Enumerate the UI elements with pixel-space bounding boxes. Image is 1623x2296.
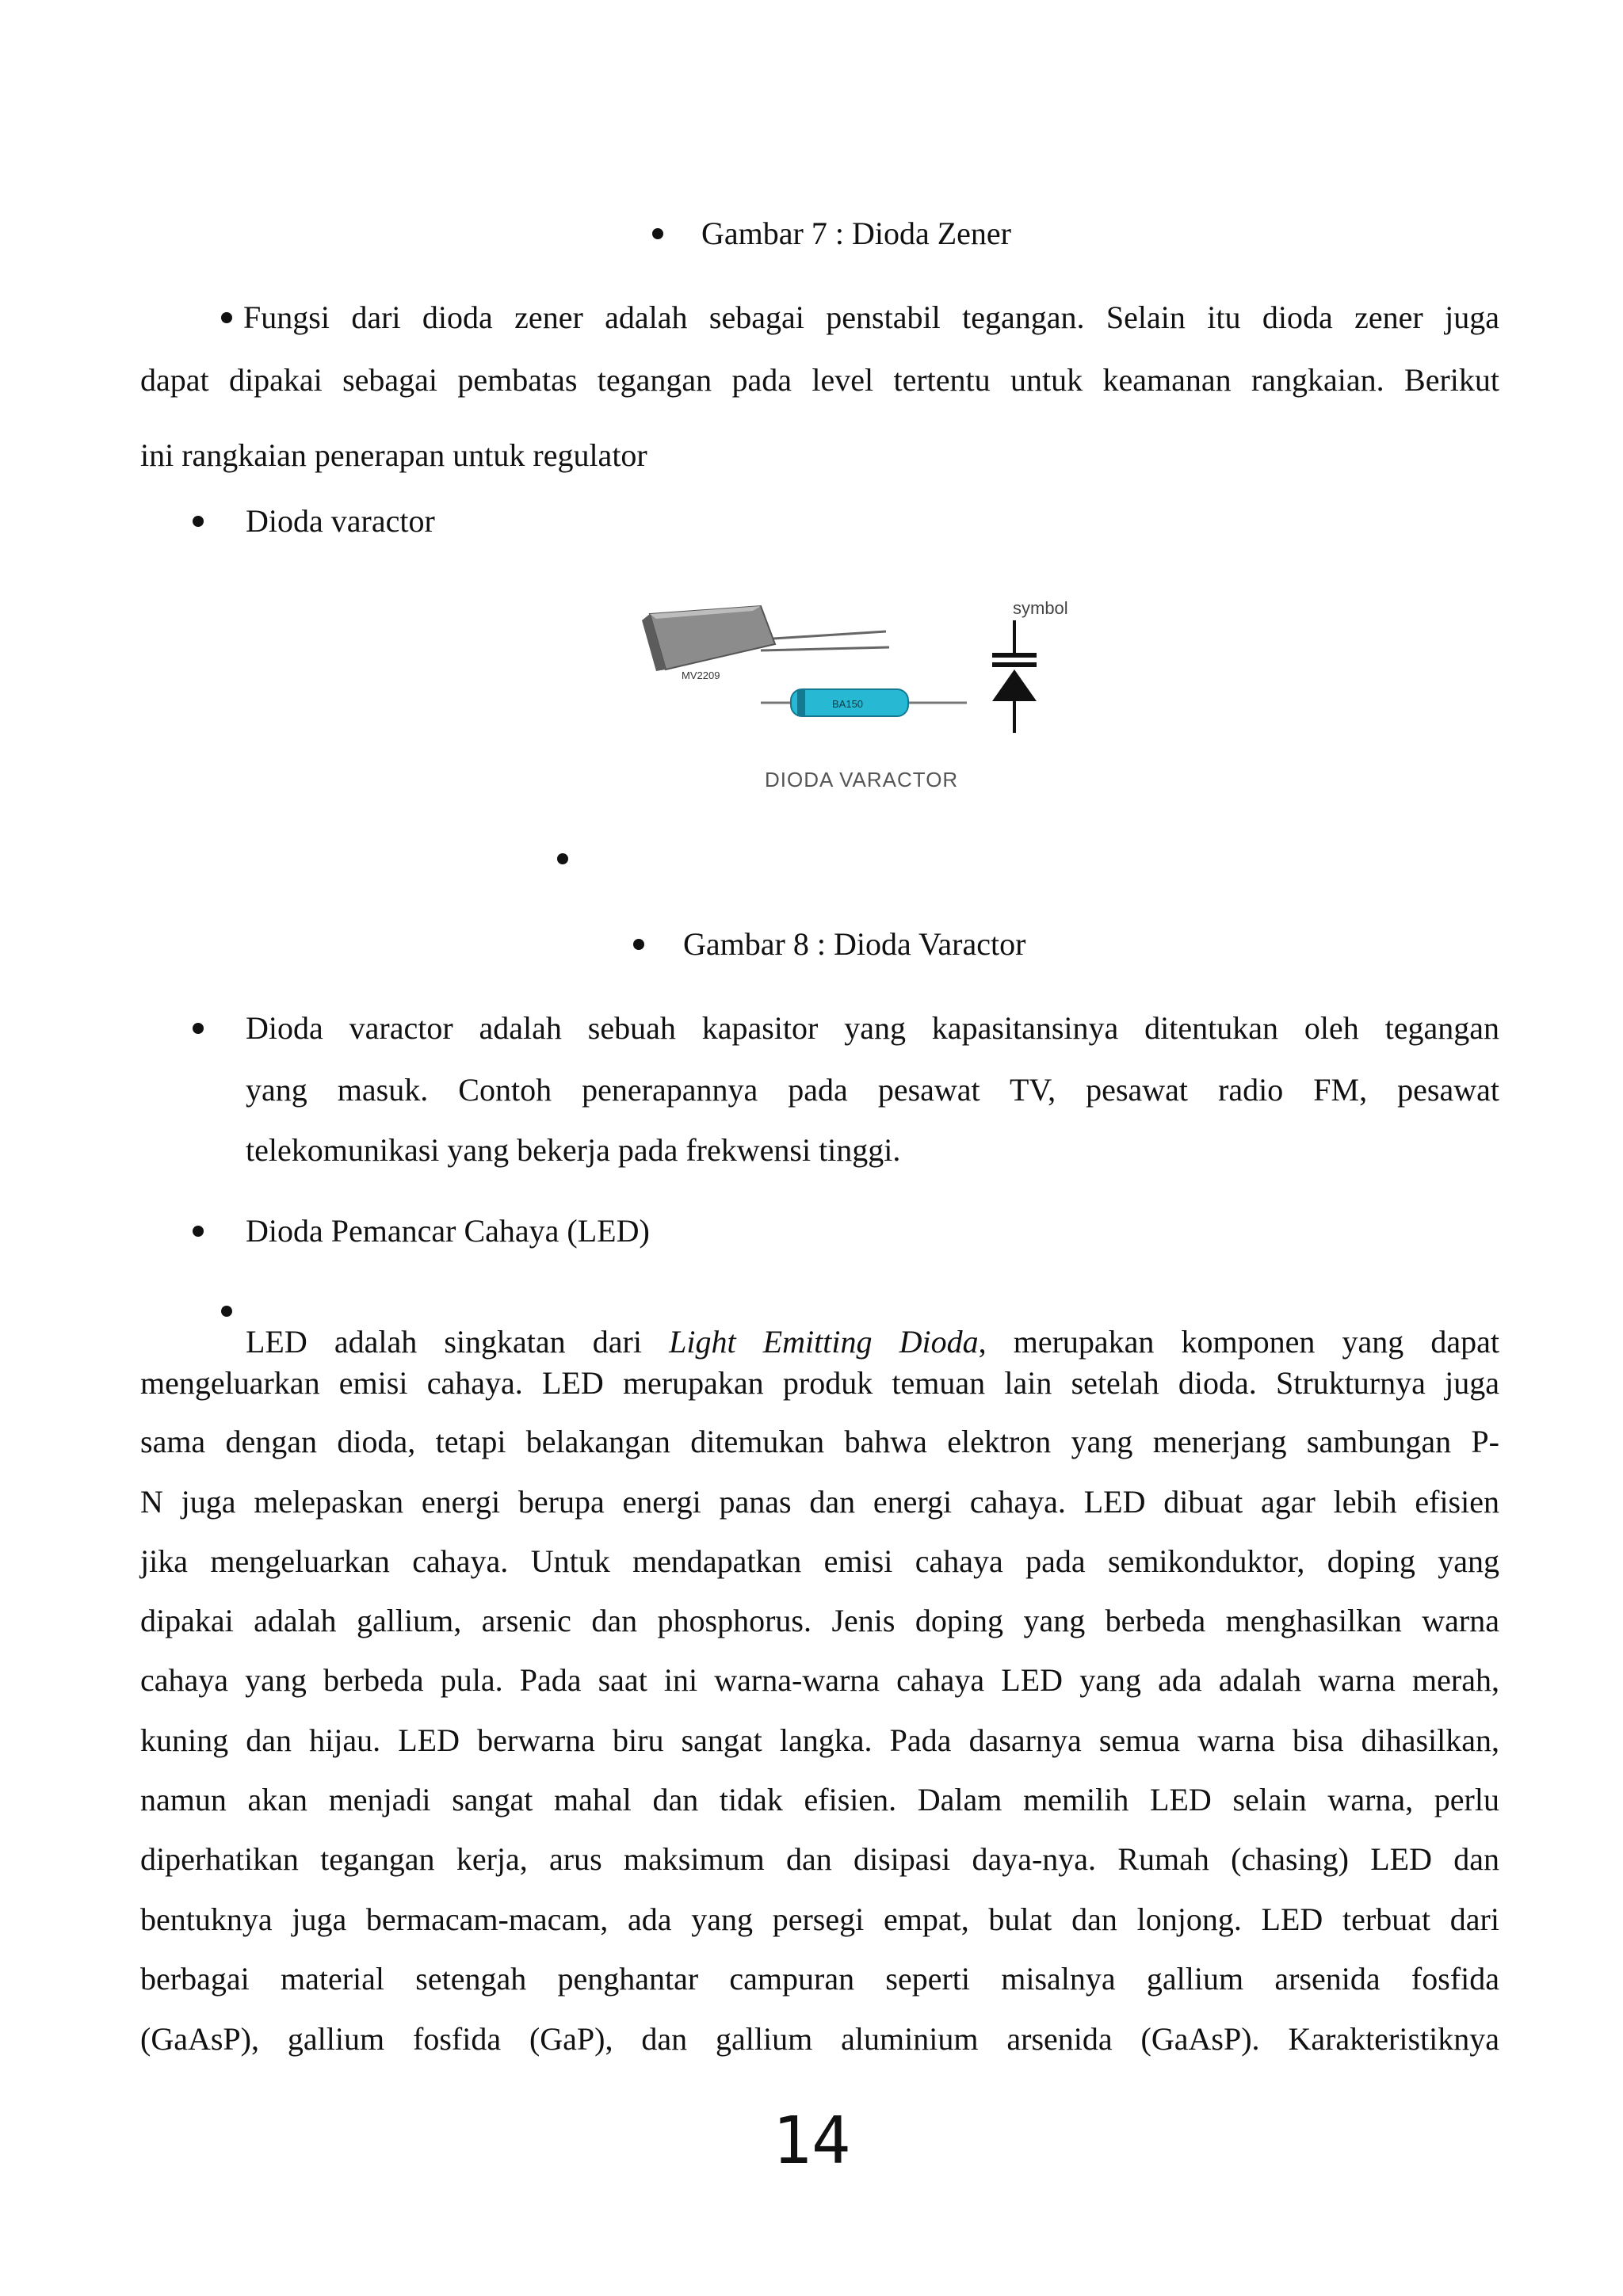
led-paragraph-line-7: cahaya yang berbeda pula. Pada saat ini warna-warna cahaya LED yang ada adalah warna merah,	[140, 1662, 1499, 1698]
ba150-diode-image	[761, 689, 967, 716]
figure-title: DIODA VARACTOR	[765, 768, 959, 791]
bullet-icon	[193, 516, 204, 527]
heading-dioda-led: Dioda Pemancar Cahaya (LED)	[246, 1213, 650, 1249]
led-paragraph-line-9: namun akan menjadi sangat mahal dan tidak efisien. Dalam memilih LED selain warna, perlu	[140, 1782, 1499, 1817]
bullet-icon	[633, 939, 644, 950]
varactor-paragraph-line-1: Dioda varactor adalah sebuah kapasitor yang kapasitansinya ditentukan oleh tegangan	[246, 1010, 1499, 1046]
varactor-paragraph-line-2: yang masuk. Contoh penerapannya pada pesawat TV, pesawat radio FM, pesawat	[246, 1072, 1499, 1108]
ba150-label: BA150	[832, 698, 864, 710]
led-term-italic: Light Emitting Dioda	[669, 1324, 979, 1360]
zener-paragraph-line-1: Fungsi dari dioda zener adalah sebagai penstabil tegangan. Selain itu dioda zener juga	[243, 299, 1499, 335]
caption-figure-7: Gambar 7 : Dioda Zener	[701, 215, 1011, 251]
bullet-icon	[193, 1226, 204, 1237]
bullet-icon	[652, 228, 663, 239]
heading-dioda-varactor: Dioda varactor	[246, 503, 435, 539]
led-paragraph-line-4: N juga melepaskan energi berupa energi panas dan energi cahaya. LED dibuat agar lebih efisien	[140, 1484, 1499, 1520]
led-paragraph-line-10: diperhatikan tegangan kerja, arus maksimum dan disipasi daya-nya. Rumah (chasing) LED dan	[140, 1841, 1499, 1877]
led-paragraph-line-3: sama dengan dioda, tetapi belakangan ditemukan bahwa elektron yang menerjang sambungan P-	[140, 1424, 1499, 1459]
varactor-diode-figure	[634, 582, 1068, 804]
varactor-symbol-icon	[992, 598, 1068, 733]
led-paragraph-line-13: (GaAsP), gallium fosfida (GaP), dan gallium aluminium arsenida (GaAsP). Karakteristiknya	[140, 2021, 1499, 2057]
led-paragraph-line-6: dipakai adalah gallium, arsenic dan phosphorus. Jenis doping yang berbeda menghasilkan warna	[140, 1603, 1499, 1638]
caption-figure-8: Gambar 8 : Dioda Varactor	[683, 926, 1026, 962]
bullet-icon	[221, 312, 232, 323]
led-line-1-text-rest: , merupakan komponen yang dapat	[978, 1324, 1500, 1360]
led-paragraph-line-12: berbagai material setengah penghantar campuran seperti misalnya gallium arsenida fosfida	[140, 1961, 1499, 1997]
page-number: 14	[772, 2103, 851, 2179]
led-paragraph-line-2: mengeluarkan emisi cahaya. LED merupakan produk temuan lain setelah dioda. Strukturnya juga	[140, 1365, 1499, 1401]
bullet-icon	[557, 853, 568, 864]
zener-paragraph-line-3: ini rangkaian penerapan untuk regulator	[140, 437, 647, 473]
led-line-1-text: LED adalah singkatan dari	[246, 1324, 642, 1360]
bullet-icon	[193, 1023, 204, 1034]
led-paragraph-line-1	[246, 1323, 1499, 1361]
led-paragraph-line-5: jika mengeluarkan cahaya. Untuk mendapatkan emisi cahaya pada semikonduktor, doping yang	[140, 1543, 1499, 1579]
zener-paragraph-line-2: dapat dipakai sebagai pembatas tegangan pada level tertentu untuk keamanan rangkaian. Berikut	[140, 362, 1499, 398]
led-paragraph-line-11: bentuknya juga bermacam-macam, ada yang persegi empat, bulat dan lonjong. LED terbuat dari	[140, 1901, 1499, 1937]
mv2209-label: MV2209	[682, 669, 720, 681]
varactor-paragraph-line-3: telekomunikasi yang bekerja pada frekwensi tinggi.	[246, 1132, 901, 1168]
bullet-icon	[221, 1306, 232, 1317]
mv2209-diode-image	[642, 606, 889, 681]
led-paragraph-line-8: kuning dan hijau. LED berwarna biru sangat langka. Pada dasarnya semua warna bisa dihasilkan,	[140, 1722, 1499, 1758]
symbol-label: symbol	[1013, 598, 1068, 618]
